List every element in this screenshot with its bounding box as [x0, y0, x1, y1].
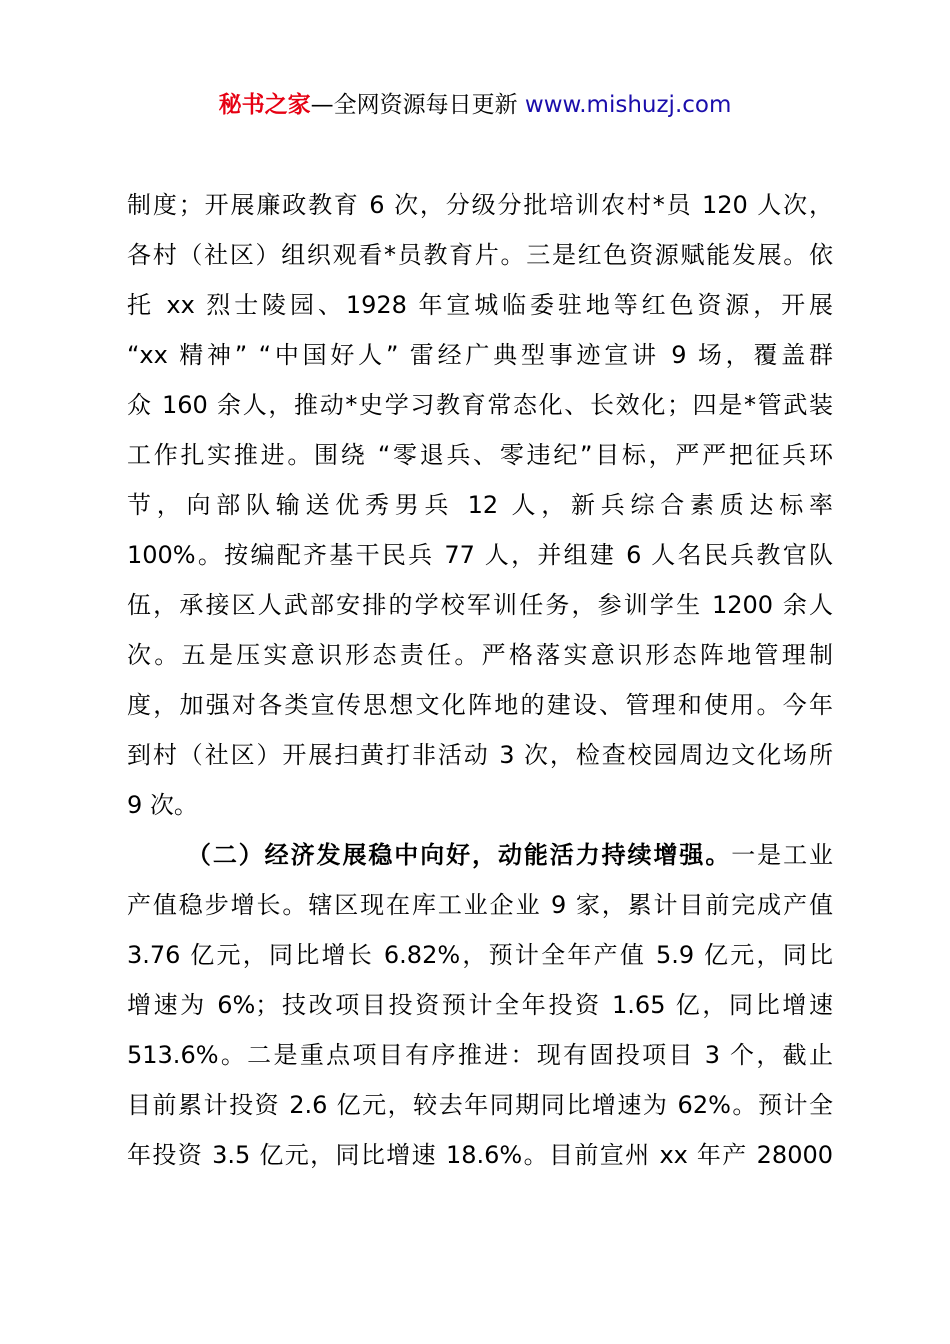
- text-line: 工作扎实推进。围绕 “零退兵、零违纪”目标，严严把征兵环: [127, 441, 833, 469]
- text-line: “xx 精神” “中国好人” 雷经广典型事迹宣讲 9 场，覆盖群: [127, 341, 833, 369]
- text-line-heading: [127, 830, 833, 880]
- text-line: 次。五是压实意识形态责任。严格落实意识形态阵地管理制: [127, 641, 833, 669]
- text-line: 3.76 亿元，同比增长 6.82%，预计全年产值 5.9 亿元，同比: [127, 941, 833, 969]
- text-line: 9 次。: [127, 791, 198, 819]
- text-line: 各村（社区）组织观看*员教育片。三是红色资源赋能发展。依: [127, 241, 833, 269]
- text-line: 众 160 余人，推动*史学习教育常态化、长效化；四是*管武装: [127, 391, 833, 419]
- text-line: 513.6%。二是重点项目有序推进：现有固投项目 3 个，截止: [127, 1041, 833, 1069]
- document-body: [127, 180, 833, 1180]
- website-link[interactable]: www.mishuzj.com: [524, 92, 732, 118]
- heading-line-rest: 一是工业: [731, 841, 834, 869]
- paragraph-1: [127, 180, 833, 830]
- paragraph-2: [127, 830, 833, 1180]
- text-line: 伍，承接区人武部安排的学校军训任务，参训学生 1200 余人: [127, 591, 833, 619]
- text-line: 托 xx 烈士陵园、1928 年宣城临委驻地等红色资源，开展: [127, 291, 833, 319]
- section-heading: （二）经济发展稳中向好，动能活力持续增强。: [185, 841, 732, 869]
- header-slogan: —全网资源每日更新: [310, 92, 518, 118]
- brand-name: 秘书之家: [218, 92, 311, 118]
- text-line: 到村（社区）开展扫黄打非活动 3 次，检查校园周边文化场所: [127, 741, 833, 769]
- text-line: 100%。按编配齐基干民兵 77 人，并组建 6 人名民兵教官队: [127, 541, 833, 569]
- text-line: 节，向部队输送优秀男兵 12 人，新兵综合素质达标率: [127, 491, 833, 519]
- text-line: 度，加强对各类宣传思想文化阵地的建设、管理和使用。今年: [127, 691, 833, 719]
- text-line: 增速为 6%；技改项目投资预计全年投资 1.65 亿，同比增速: [127, 991, 833, 1019]
- text-line: 制度；开展廉政教育 6 次，分级分批培训农村*员 120 人次，: [127, 191, 833, 219]
- text-line: 目前累计投资 2.6 亿元，较去年同期同比增速为 62%。预计全: [127, 1091, 833, 1119]
- page-header: [0, 88, 950, 122]
- text-line: 产值稳步增长。辖区现在库工业企业 9 家，累计目前完成产值: [127, 891, 833, 919]
- text-line: 年投资 3.5 亿元，同比增速 18.6%。目前宣州 xx 年产 28000: [127, 1141, 833, 1169]
